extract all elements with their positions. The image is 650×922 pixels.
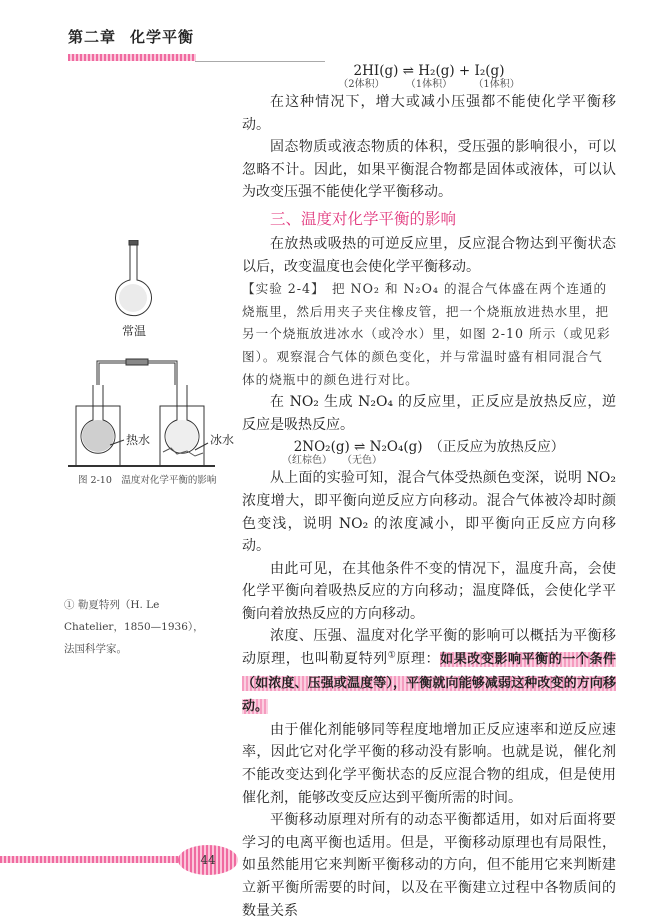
- principle-mid: 原理：: [396, 651, 441, 668]
- experiment-text: 【实验 2-4】 把 NO₂ 和 N₂O₄ 的混合气体盛在两个连通的烧瓶里，然后用夹子夹住橡皮管，把一个烧瓶放进热水里，把另一个烧瓶放进冰水（或冷水）里，如图 2-10 所示（或见彩图）。观察混合气体的颜色变化，并与常温时盛有相同混合气体的烧瓶中的颜色进行对比。: [242, 281, 611, 387]
- chapter-title: 化学平衡: [130, 28, 195, 46]
- running-header: [68, 26, 208, 47]
- le-chatelier-principle-highlight: 如果改变影响平衡的一个条件（如浓度、压强或温度等），平衡就向能够减弱这种改变的方向移动。: [242, 652, 617, 715]
- page-number: 44: [178, 845, 238, 875]
- paragraph: 由此可见，在其他条件不变的情况下，温度升高，会使化学平衡向着吸热反应的方向移动；温度降低，会使化学平衡向着放热反应的方向移动。: [242, 560, 616, 622]
- main-text-column: [242, 62, 616, 922]
- chapter-number: 第二章: [68, 28, 117, 46]
- equation-hi: 2HI(g) ⇌ H₂(g) + I₂(g): [353, 63, 505, 79]
- paragraph: 从上面的实验可知，混合气体受热颜色变深，说明 NO₂ 浓度增大，即平衡向逆反应方向移动。混合气体被冷却时颜色变浅，说明 NO₂ 的浓度减小，即平衡向正反应方向移动。: [242, 470, 616, 555]
- footnote: ① 勒夏特列（H. Le Chatelier，1850—1936），法国科学家。: [64, 599, 204, 655]
- label-hot-water: 热水: [126, 433, 151, 447]
- figure-2-10: [0, 240, 240, 485]
- paragraph: 由于催化剂能够同等程度地增加正反应速率和逆反应速率，因此它对化学平衡的移动没有影响。也就是说，催化剂不能改变达到化学平衡状态的反应混合物的组成，但是使用催化剂，能够改变反应达到平衡所需的时间。: [242, 721, 616, 806]
- principle-lead: 浓度、压强、温度对化学平衡的影响可以概括为平衡移动原理，也叫勒夏特列: [242, 628, 616, 668]
- paragraph: 固态物质或液态物质的体积，受压强的影响很小，可以忽略不计。因此，如果平衡混合物都是固体或液体，可以认为改变压强不能使化学平衡移动。: [242, 139, 616, 201]
- paragraph: 在 NO₂ 生成 N₂O₄ 的反应里，正反应是放热反应，逆反应是吸热反应。: [242, 394, 616, 433]
- paragraph: 在放热或吸热的可逆反应里，反应混合物达到平衡状态以后，改变温度也会使化学平衡移动。: [242, 235, 616, 275]
- equation-no2-labels: （红棕色） （无色）: [282, 455, 382, 467]
- section-heading: 三、温度对化学平衡的影响: [270, 209, 457, 228]
- paragraph: 在这种情况下，增大或减小压强都不能使化学平衡移动。: [242, 94, 616, 133]
- label-ice-water: 冰水: [210, 433, 235, 447]
- footnote-mark: ①: [387, 650, 397, 661]
- principle-paragraph: [242, 625, 616, 718]
- footer-pink-bar: [0, 856, 190, 863]
- equation-hi-labels: （2体积） （1体积） （1体积）: [338, 79, 520, 90]
- header-pink-bar: [68, 54, 196, 61]
- figure-caption: 图 2-10 温度对化学平衡的影响: [78, 475, 217, 486]
- paragraph: 平衡移动原理对所有的动态平衡都适用，如对后面将要学习的电离平衡也适用。但是，平衡移动原理也有局限性，如虽然能用它来判断平衡移动的方向，但不能用它来判断建立新平衡所需要的时间，以及在平衡建立过程中各物质间的数量关系: [242, 812, 616, 919]
- flask-apparatus-illustration: [0, 240, 240, 485]
- label-room-temp: 常温: [122, 324, 147, 338]
- equation-no2: 2NO₂(g) ⇌ N₂O₄(g) （正反应为放热反应）: [293, 439, 565, 456]
